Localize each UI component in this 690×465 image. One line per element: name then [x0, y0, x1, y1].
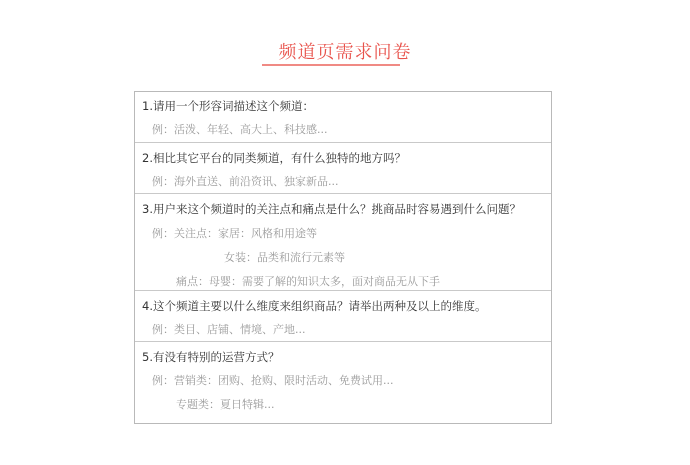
question-section-5 [135, 342, 551, 423]
questionnaire-card [134, 91, 552, 424]
question-2-example: 例：海外直送、前沿资讯、独家新品... [152, 175, 339, 188]
question-4-example: 例：类目、店铺、情境、产地... [152, 323, 306, 336]
question-1-text: 1.请用一个形容词描述这个频道： [142, 99, 314, 113]
page-title: 频道页需求问卷 [278, 42, 412, 63]
question-section-2 [135, 143, 551, 194]
question-1-example: 例：活泼、年轻、高大上、科技感... [152, 123, 328, 136]
question-3-text: 3.用户来这个频道时的关注点和痛点是什么？挑商品时容易遇到什么问题？ [142, 202, 521, 216]
question-section-3 [135, 194, 551, 291]
question-3-example-1: 例：关注点：家居：风格和用途等 [152, 227, 317, 240]
question-section-1 [135, 92, 551, 143]
question-section-4 [135, 291, 551, 342]
question-4-text: 4.这个频道主要以什么维度来组织商品？请举出两种及以上的维度。 [142, 299, 487, 313]
question-5-example-2: 专题类：夏日特辑... [176, 398, 275, 411]
question-5-text: 5.有没有特别的运营方式？ [142, 350, 280, 364]
question-5-example-1: 例：营销类：团购、抢购、限时活动、免费试用... [152, 374, 394, 387]
question-3-example-2: 女装：品类和流行元素等 [224, 251, 345, 264]
question-2-text: 2.相比其它平台的同类频道，有什么独特的地方吗？ [142, 151, 406, 165]
question-3-example-3: 痛点：母婴：需要了解的知识太多，面对商品无从下手 [176, 275, 440, 288]
title-underline [262, 64, 400, 66]
